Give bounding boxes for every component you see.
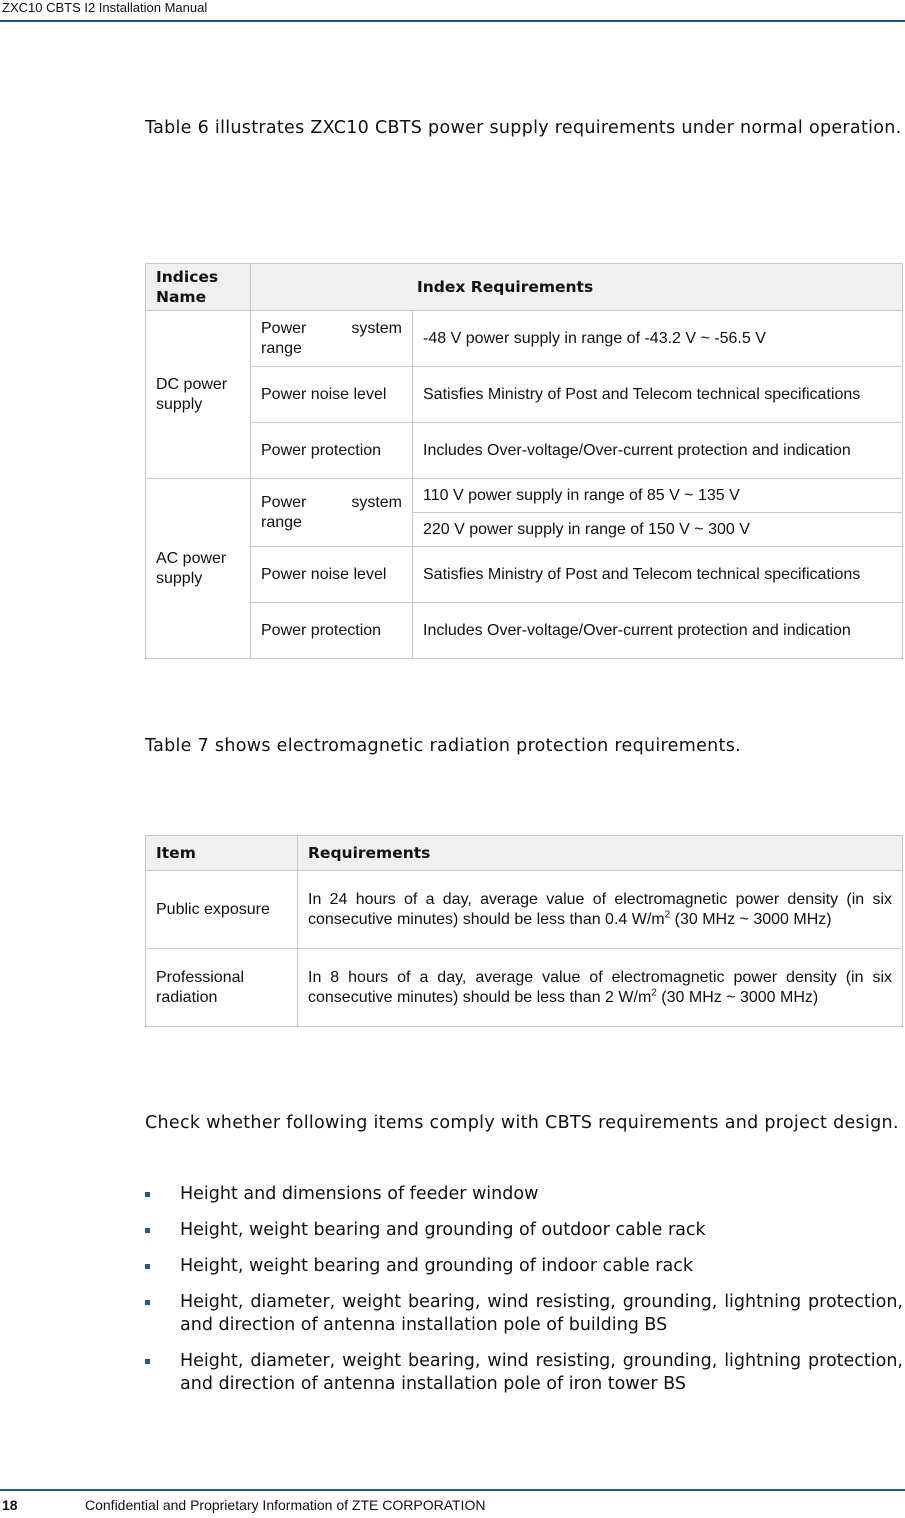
table-row — [146, 423, 903, 479]
dc-noise-value: Satisfies Ministry of Post and Telecom technical specifications — [413, 367, 903, 423]
page-header — [0, 0, 905, 22]
table-header-row — [146, 264, 903, 311]
dc-range-label: Power system range — [251, 311, 413, 367]
power-intro-paragraph: Table 6 illustrates ZXC10 CBTS power supply requirements under normal operation. — [145, 118, 902, 138]
confidential-notice: Confidential and Proprietary Information of ZTE CORPORATION — [85, 1497, 486, 1513]
ac-noise-label: Power noise level — [251, 547, 413, 603]
table-row — [146, 603, 903, 659]
table-row — [146, 367, 903, 423]
col-index-requirements: Index Requirements — [251, 264, 903, 311]
radiation-table — [145, 835, 903, 1027]
check-intro-paragraph: Check whether following items comply with CBTS requirements and project design. — [145, 1113, 899, 1133]
dc-power-group: DC power supply — [146, 311, 251, 479]
table-row — [146, 479, 903, 513]
ac-range-220-value: 220 V power supply in range of 150 V ~ 300 V — [413, 513, 903, 547]
list-item: Height, weight bearing and grounding of outdoor cable rack — [145, 1219, 903, 1242]
square-bullet-icon — [145, 1192, 150, 1197]
page-footer — [0, 1489, 905, 1518]
manual-title: ZXC10 CBTS I2 Installation Manual — [2, 0, 208, 15]
ac-protection-label: Power protection — [251, 603, 413, 659]
ac-noise-value: Satisfies Ministry of Post and Telecom technical specifications — [413, 547, 903, 603]
checklist — [145, 1183, 903, 1409]
col-indices-name: Indices Name — [146, 264, 251, 311]
ac-range-label: Power system range — [251, 479, 413, 547]
list-item: Height and dimensions of feeder window — [145, 1183, 903, 1206]
table-row — [146, 871, 903, 949]
radiation-intro-paragraph: Table 7 shows electromagnetic radiation protection requirements. — [145, 736, 741, 756]
square-bullet-icon — [145, 1359, 150, 1364]
dc-range-value: -48 V power supply in range of -43.2 V ~ -56.5 V — [413, 311, 903, 367]
radiation-requirement: In 8 hours of a day, average value of electromagnetic power density (in six consecutive minutes) should be less than 2 $W/m^2$ (30 MHz ~ 3000 MHz) — [298, 949, 903, 1027]
list-item: Height, diameter, weight bearing, wind resisting, grounding, lightning protection, and direction of antenna installation pole of iron tower BS — [145, 1350, 903, 1396]
square-bullet-icon — [145, 1300, 150, 1305]
table-row — [146, 547, 903, 603]
power-supply-table — [145, 263, 903, 659]
dc-protection-value: Includes Over-voltage/Over-current protection and indication — [413, 423, 903, 479]
col-requirements: Requirements — [298, 836, 903, 871]
square-bullet-icon — [145, 1264, 150, 1269]
list-item: Height, weight bearing and grounding of indoor cable rack — [145, 1255, 903, 1278]
dc-protection-label: Power protection — [251, 423, 413, 479]
ac-power-group: AC power supply — [146, 479, 251, 659]
page-number: 18 — [2, 1497, 18, 1513]
dc-noise-label: Power noise level — [251, 367, 413, 423]
radiation-item: Professional radiation — [146, 949, 298, 1027]
radiation-item: Public exposure — [146, 871, 298, 949]
list-item: Height, diameter, weight bearing, wind resisting, grounding, lightning protection, and direction of antenna installation pole of building BS — [145, 1291, 903, 1337]
col-item: Item — [146, 836, 298, 871]
ac-protection-value: Includes Over-voltage/Over-current protection and indication — [413, 603, 903, 659]
square-bullet-icon — [145, 1228, 150, 1233]
radiation-requirement: In 24 hours of a day, average value of electromagnetic power density (in six consecutive minutes) should be less than 0.4 $W/m^2$ (30 MHz ~ 3000 MHz) — [298, 871, 903, 949]
ac-range-110-value: 110 V power supply in range of 85 V ~ 135 V — [413, 479, 903, 513]
table-row — [146, 949, 903, 1027]
table-row — [146, 311, 903, 367]
table-header-row — [146, 836, 903, 871]
